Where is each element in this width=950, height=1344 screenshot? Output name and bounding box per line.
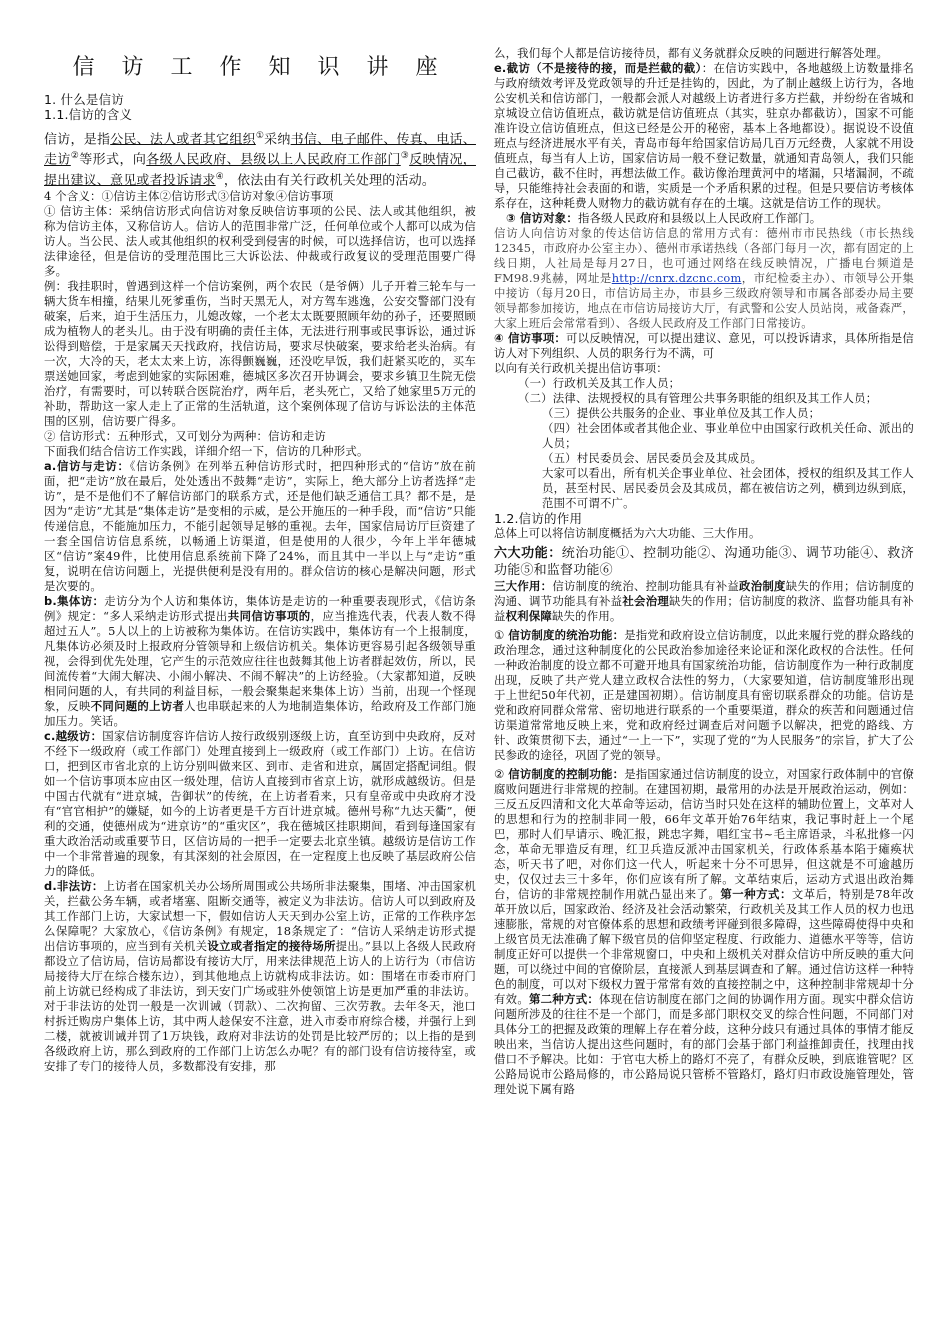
function-2-text-3: 体现在信访制度在部门之间的协调作用方面。现实中群众信访问题所涉及的往往不是一个部门，而是多部门职权交叉的综合性问题，不同部门对具体分工的把握及政策的理解上存在着分歧，这种分歧只有通过具体的事情才能反映出来，当信访人提出这些问题时，有的部门会基于部门利益推卸责任，找理由找借口不予解决。比如：于官屯大桥上的路灯不亮了，有群众反映，到底谁管呢？区公路局说市公路局修的，市公路局说只管桥不管路灯，路灯归市政设施管理处，管理处说下属有路 [494,992,914,1096]
function-item: 调节功能④ [805,546,874,561]
item-d-label: d.非法访： [44,878,104,893]
def-content: 反映情况，提出建议、意见或者投诉请求 [44,152,476,188]
item-d-paragraph [44,879,476,1074]
function-item: 沟通功能③ [724,546,793,561]
section-1-heading: 1. 什么是信访 [44,92,124,107]
six-functions: 六大功能：统治功能①、控制功能②、沟通功能③、调节功能④、救济功能⑤和监督功能⑥ [494,546,914,578]
matter-item: （三）提供公共服务的企业、事业单位及其工作人员； [542,406,821,420]
function-2-text-1: 是指国家通过信访制度的设立，对国家行政体制中的官僚腐败问题进行非常规的控制。在建国初期，最常用的办法是开展政治运动，例如：三反五反四清和文化大革命等运动，信访当时只处在这样的辅助位置上，文革对人的思想和行为的控制非同一般，66年文革开始76年结束，我记事时赶上一个尾巴，那时人们早请示、晚汇报，跳忠字舞，唱红宝书~毛主席语录，斗私批修一闪念，革命无罪造反有理，红卫兵造反派冲击国家机关，行政体系基本陷于瘫痪状态，听天书了吧，对你们这一代人，听起来十分不可思异，但这就是不可逾越历史，仅仅过去三十多年，你们应该有所了解。文革结束后，运动方式退出政治舞台，信访的非常规控制作用就凸显出来了。 [494,767,914,901]
function-item: 统治功能① [561,546,630,561]
def-text-a: 信访，是指 [44,132,111,148]
def-text-c: 等形式，向 [79,152,147,168]
item-b-text-2: ，应当推选代表，代表人数不得超过五人”。5人以上的上访被称为集体访。在信访实践中，集体访有一个上报制度，凡集体访必须及时上报政府分管领导和上级信访机关。集体访更容易引起各级领导重视，会得到优先处理，它产生的示范效应往往也鼓舞其他上访者群起效仿，所以，民间流传着“大闹大解决、小闹小解决、不闹不解决”的上访经验。（大家都知道，反映相同问题的人，有共同的利益目标，一般会聚集起来集体上访）当前，出现一个怪现象，反映 [44,608,476,713]
item-b-bold-1: 共同信访事项的 [227,608,311,623]
function-item: 控制功能② [643,546,711,561]
matter-list-intro: 以向有关行政机关提出信访事项： [494,361,668,375]
section-1-1-heading: 1.1.信访的含义 [44,107,133,122]
function-1-label: 信访制度的统治功能： [508,628,625,642]
object-label: ③ 信访对象： [506,211,578,225]
document-title: 信 访 工 作 知 识 讲 座 [72,55,448,80]
definition-paragraph: 信访，是指公民、法人或者其它组织①采纳书信、电子邮件、传真、电话、走访②等形式，向各级人民政府、县级以上人民政府工作部门③反映情况，提出建议、意见或者投诉请求④，依法由有关行政机关处理的活动。 [44,131,476,188]
right-column [494,46,914,1338]
function-1-paragraph: ① 信访制度的统治功能：是指党和政府设立信访制度，以此来履行党的群众路线的政治理念，通过这种制度化的公民政治参加途径来论证和深化政权的合法性。任何一种政治制度的设立都不可避开地具有国家统治功能，信访制度作为一种行政制度出现，反映了共产党人建立政权合法性的努力，（大家要知道，信访制度雏形出现于上世纪50年代初，正是建国初期）。信访制度具有密切联系群众的功能。信访是党和政府同群众常常、密切地进行联系的一个重要渠道，群众的疾苦和问题通过信访渠道常常地反映上来，党和政府经过调查后对问题予以解决，把党的路线、方针、政策贯彻下去，通过“一上一下”，实现了党的“为人民服务”的宗旨，扩大了公民参政的途径，巩固了党的领导。 [494,628,914,762]
matter-item: （二）法律、法规授权的具有管理公共事务职能的组织及其工作人员； [518,391,878,405]
item-e-label: e.截访（不是接待的接，而是拦截的截） [494,61,702,75]
subject-paragraph: ① 信访主体：采纳信访形式向信访对象反映信访事项的公民、法人或其他组织，被称为信访主体，又称信访人。信访人的范围非常广泛，任何单位或个人都可以成为信访人。当公民、法人或其他组织的权利受到侵害的时候，可以选择信访，也可以选择法律途径，但是信访的受理范围比三大诉讼法、仲裁或行政复议的受理范围要广得多。 [44,203,476,278]
item-b-paragraph [44,594,476,729]
website-link[interactable]: http://cnrx.dzcnc.com [611,271,742,285]
function-2-text-2: 文革后，特别是78年改革开放以后，国家政治、经济及社会活动繁荣，行政机关及其工作人员的权力也迅速膨胀，常规的对官僚体系的思想和政绩考评碰到很多障碍，这些障碍使得中央和上级官员无法准确了解下级官员的信仰坚定程度、行政能力、道德水平等等，信访制度正好可以提供一个非常规窗口，中央和上级机关对群众信访中所反映的重大问题，可以绕过中间的官僚阶层，直接派人到基层调查和了解。通过信访这样一种特色的制度，可以对下级权力置于常常有效的直接控制之中，这种控制非常规却十分有效。 [494,887,914,1006]
def-subjects: 公民、法人或者其它组织 [110,132,256,148]
object-channels [494,226,914,331]
item-a-paragraph [44,459,476,594]
matter-item: （五）村民委员会、居民委员会及其成员。 [542,451,763,465]
three-roles-text-2: 缺失的作用；信访制度的沟通、调节功能具有补益 [494,579,914,608]
matter-label: ④ 信访事项： [494,331,567,345]
item-a-text: 《信访条例》在列举五种信访形式时，把四种形式的“信访”放在前面，把“走访”放在最后，处处透出不鼓舞“走访”，实际上，绝大部分上访者选择“走访”，是不是他们不了解信访部门的联系方式，还是他们缺乏通信工具？都不是，是因为“走访”尤其是“集体走访”是变相的示威，是公开施压的一种手段，而“信访”只能传递信息，不能施加压力，不能引起领导足够的重视。去年，国家信局访厅巨资建了一套全国信访信息系统，以畅通上访渠道，但是使用的人很少，今年上半年德城区“信访”案49件，比使用信息系统前下降了24%，而且其中一半以上与“走访”重复，说明在信访问题上，光提供便利是没有用的。群众信访的核心是解决问题，形式是次要的。 [44,458,476,593]
def-text-e: ，依法由有关行政机关处理的活动。 [223,172,436,188]
function-2-label: 信访制度的控制功能： [508,767,625,781]
three-roles-text-3: 缺失的作用；信访制度的救济、监督功能具有补益 [494,594,914,623]
item-c-label: c.越级访： [44,728,103,743]
section-1-2-intro: 总体上可以将信访制度概括为六大功能、三大作用。 [494,526,761,540]
matter-item: （一）行政机关及其工作人员； [518,376,681,390]
section-1-2-heading: 1.2.信访的作用 [494,511,583,526]
channels-text-b: ，市纪检委主办）、市领导公开集中接访（每月20日，市信访局主办，市县乡三级政府领导和市属各部委办局主要领导都参加接访，地点在市信访局接访大厅，有武警和公安人员站岗，戒备森严，大家上班后会常常看到）、各级人民政府及工作部门日常接访。 [494,271,914,330]
matter-summary: 大家可以看出，所有机关企事业单位、社会团体，授权的组织及其工作人员，甚至村民、居民委员会及其成员，都在被信访之列，横到边纵到底，范围不可谓不广。 [542,466,914,510]
function-item: 救济功能⑤和监督功能⑥ [494,546,914,578]
item-c-text: 国家信访制度容许信访人按行政级别逐级上访，直至访到中央政府，反对不经下一级政府（或工作部门）处理直接到上一级政府（或工作部门）上访。在信访口，把到区市省北京的上访分别叫做来区、到市、走省和进京，属固定搭配词组。假如一个信访事项本应由区一级处理，信访人直接到市省京上访，就形成越级访。但是中国古代就有“进京城，告御状”的传统，在上访者看来，只有皇帝或中央政府才没有“官官相护”的嫌疑，如今的上访者更是千方百计进京城。德州号称“九达天衢”，便利的交通，使德州成为“进京访”的“重灾区”，我在德城区挂职期间，看到每逢国家有重大政治活动或重要节日，区信访局的一把手一定要去北京坐镇。越级访是信访工作中一个非常普遍的现象，有其深刻的社会原因，在一定程度上也反映了基层政府公信力的降低。 [44,728,476,878]
six-functions-label: 六大功能： [494,546,562,561]
item-d-text-2: 提出。”县以上各级人民政府都设立了信访局，信访局都设有接访大厅，用来法律规范上访人的上访行为（市信访局接待大厅在综合楼东边），到其他地点上访就构成非法访。如：围堵在市委市府门前上访就已经构成了非法访，到天安门广场或驻外使领馆上访是更加严重的非法访。对于非法访的处罚一般是一次训诫（罚款）、二次拘留、三次劳教。去年冬天，池口村拆迁购房户集体上访，其中两人趁保安不注意，进入市委市府综合楼，并强行上到二楼，就被训诫并罚了1万块钱，政府对非法访的处罚是比较严厉的；以上指的是到各级政府上访，那么到政府的工作部门上访怎么办呢？有的部门设有信访接待室，或安排了专门的接待人员，多数都没有安排，那 [44,938,476,1073]
function-2-bold-2: 第二种方式： [529,992,600,1006]
three-roles-label: 三大作用： [494,579,553,593]
channels-text-a: 信访人向信访对象的传达信访信息的常用方式有：德州市市民热线（市长热线12345，市政府办公室主办）、德州市承诺热线（各部门每月一次，都有固定的上线日期，人社局是每月27日，也可通过网络在线反映情况，广播电台频道是FM98.9兆赫，网址是 [494,226,914,285]
function-2-paragraph: ② 信访制度的控制功能：是指国家通过信访制度的设立，对国家行政体制中的官僚腐败问题进行非常规的控制。在建国初期，最常用的办法是开展政治运动，例如：三反五反四清和文化大革命等运动，信访当时只处在这样的辅助位置上，文革对人的思想和行为的控制非同一般，66年文革开始76年结束，我记事时赶上一个尾巴，那时人们早请示、晚汇报，跳忠字舞，唱红宝书~毛主席语录，斗私批修一闪念，革命无罪造反有理，红卫兵造反派冲击国家机关，行政体系基本陷于瘫痪状态，听天书了吧，对你们这一代人，听起来十分不可思异，但这就是不可逾越历史，仅仅过去三十多年，你们应该有所了解。文革结束后，运动方式退出政治舞台，信访的非常规控制作用就凸显出来了。第一种方式：文革后，特别是78年改革开放以后，国家政治、经济及社会活动繁荣，行政机关及其工作人员的权力也迅速膨胀，常规的对官僚体系的思想和政绩考评碰到很多障碍，这些障碍使得中央和上级官员无法准确了解下级官员的信仰坚定程度、行政能力、道德水平等等，信访制度正好可以提供一个非常规窗口，中央和上级机关对群众信访中所反映的重大问题，可以绕过中间的官僚阶层，直接派人到基层调查和了解。通过信访这样一种特色的制度，可以对下级权力置于常常有效的直接控制之中，这种控制非常规却十分有效。第二种方式：体现在信访制度在部门之间的协调作用方面。现实中群众信访问题所涉及的往往不是一个部门，而是多部门职权交叉的综合性问题，不同部门对具体分工的把握及政策的理解上存在着分歧，这种分歧只有通过具体的事情才能反映出来，当信访人提出这些问题时，有的部门会基于部门利益推卸责任，找理由找借口不予解决。比如：于官屯大桥上的路灯不亮了，有群众反映，到底谁管呢？区公路局说市公路局修的，市公路局说只管桥不管路灯，路灯归市政设施管理处，管理处说下属有路 [494,767,914,1096]
four-meanings: 4 个含义：①信访主体②信访形式③信访对象④信访事项 [44,188,334,203]
three-roles-text-4: 缺失的作用。 [551,609,622,623]
item-e-paragraph [494,61,914,211]
item-b-text-3: 人也串联起来的人为地制造集体访，给政府及工作部门施加压力。笑话。 [44,698,476,728]
object-text: 指各级人民政府和县级以上人民政府工作部门。 [577,211,822,225]
three-roles-bold-2: 社会治理 [622,594,670,608]
function-2-bold-1: 第一种方式： [720,887,792,901]
item-b-text-1: 走访分为个人访和集体访，集体访是走访的一种重要表现形式，《信访条例》规定：“多人采纳走访形式提出 [44,593,476,623]
item-b-label: b.集体访： [44,593,105,608]
form-paragraph-b: 下面我们结合信访工作实践，详细介绍一下，信访的几种形式。 [44,443,369,458]
form-paragraph-a: ② 信访形式：五种形式，又可划分为两种：信访和走访 [44,428,326,443]
three-roles-bold-1: 政治制度 [739,579,786,593]
matter-text: 可以反映情况，可以提出建议、意见，可以投诉请求，具体所指是信访人对下列组织、人员的职务行为不满，可 [494,331,914,360]
def-forms: 书信、电子邮件、传真、电话、走访 [44,132,476,168]
three-roles-text-1: 信访制度的统治、控制功能具有补益 [552,579,740,593]
item-d-bold: 设立或者指定的接待场所 [207,938,336,953]
item-d-text-1: 上访者在国家机关办公场所周围或公共场所非法聚集，围堵、冲击国家机关，拦截公务车辆，或者堵塞、阻断交通等，被定义为非法访。信访人可以到政府及其工作部门上访，大家试想一下，假如信访人天天到办公室上访，正常的工作秩序怎么保障呢？大家放心，《信访条例》有规定，18条规定了：“信访人采纳走访形式提出信访事项的，应当到有关机关 [44,878,476,953]
def-text-b: 采纳 [264,132,291,148]
item-e-text: ：在信访实践中，各地越级上访数量排名与政府绩效考评及党政领导的升迁是挂钩的，因此，为了制止越级上访行为，各地公安机关和信访部门，一般都会派人对越级上访者进行多方拦截，并纷纷在省城和京城设立信访值班点，截访就是信访值班点（其实，驻京办都截访），国家不可能准许设立信访值班点，但这已经是公开的秘密，基本上各地都设）。据说设不设值班点与经济进展水平有关，青岛市每年给国家信访局几百万元经费，人家就不用设值班点，每当有人上访，国家信访局一般不登记数量，就通知青岛领人，我们只能自己截访，截不住时，再想法做工作。截访像治理黄河中的堵漏，只堵漏洞，不疏导，只能维持社会表面的和谐，实质是一个矛盾积累的过程。但是只要信访考核体系存在，这种耗费人财物力的截访就有存在的土壤。这就是信访工作的现状。 [494,61,914,210]
example-paragraph: 例：我挂职时，曾遇到这样一个信访案例，两个农民（是爷俩）儿子开着三轮车与一辆大货车相撞，结果儿死爹重伤，当时天黑无人，对方驾车逃逸，公安交警部门没有破案，后来，迫于生活压力，儿媳改嫁，一个老太太既要照顾年幼的孙子，还要照顾成为植物人的老头儿。由于没有明确的责任主体，无法进行刑事或民事诉讼，通过诉讼得到赔偿，于是家属天天找政府，找信访局，要求尽快破案，要求给老头治病。有一次，大冷的天，老太太来上访，冻得颤巍巍，还没吃早饭，我们赶紧买吃的，买车票送她回家，考虑到她家的实际困难，德城区多次召开协调会，要求乡镇卫生院无偿治疗，有需要时，可以转联合医院治疗，两年后，老头死亡，又给了她家里5万元的补助，帮助这一家人走上了正常的生活轨道，这个案例体现了信访与诉讼法的主体范围的区别，信访要广得多。 [44,278,476,428]
item-c-paragraph [44,729,476,879]
matter-item: （四）社会团体或者其他企业、事业单位中由国家行政机关任命、派出的人员； [542,421,914,450]
object-paragraph [494,211,914,226]
left-column [44,92,476,1338]
matter-paragraph [494,331,914,361]
item-a-label: a.信访与走访： [44,458,130,473]
item-b-bold-2: 不同问题的上访者 [90,698,185,713]
three-roles [494,579,914,624]
continued-text: 么，我们每个人都是信访接待员，都有义务就群众反映的问题进行解答处理。 [494,46,889,60]
def-targets: 各级人民政府、县级以上人民政府工作部门 [146,152,401,168]
function-1-text: 是指党和政府设立信访制度，以此来履行党的群众路线的政治理念，通过这种制度化的公民政治参加途径来论证和深化政权的合法性。任何一种政治制度的设立都不可避开地具有国家统治功能，信访制度作为一种行政制度出现，反映了共产党人建立政权合法性的努力，（大家要知道，信访制度雏形出现于上世纪50年代初，正是建国初期）。信访制度具有密切联系群众的功能。信访是党和政府同群众常常、密切地进行联系的一个重要渠道，群众的疾苦和问题通过信访渠道常常地反映上来，党和政府经过调查后对问题予以解决，把党的路线、方针、政策贯彻下去，通过“一上一下”，实现了党的“为人民服务”的宗旨，扩大了公民参政的途径，巩固了党的领导。 [494,628,914,762]
three-roles-bold-3: 权利保障 [505,609,552,623]
